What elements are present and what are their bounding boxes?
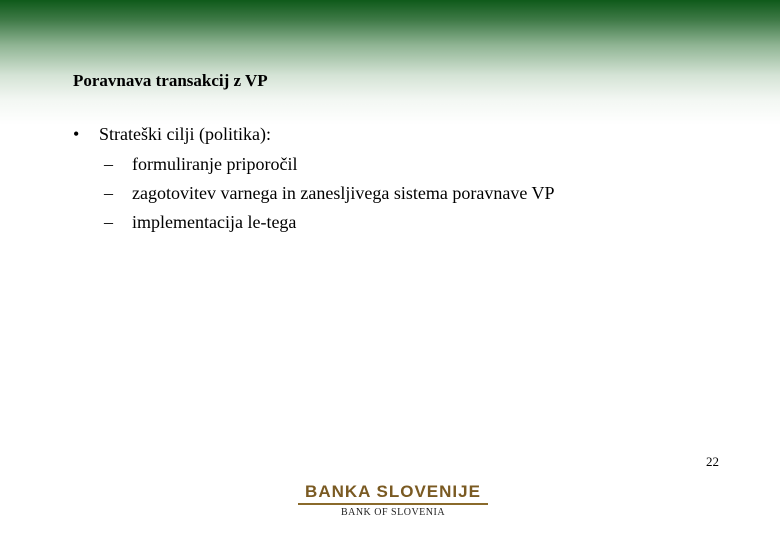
slide-title: Poravnava transakcij z VP — [73, 71, 268, 90]
sub-list — [104, 153, 555, 240]
sub-item-text: zagotovitev varnega in zanesljivega sistema poravnave VP — [132, 183, 555, 203]
bullet-marker: • — [73, 124, 80, 144]
dash-marker: – — [104, 212, 113, 232]
sub-item-text: formuliranje priporočil — [132, 154, 298, 174]
sub-item — [104, 153, 555, 182]
bullet-item — [73, 124, 271, 145]
logo-main-text: BANKA SLOVENIJE — [298, 482, 488, 505]
dash-marker: – — [104, 183, 113, 203]
logo-sub-text: BANK OF SLOVENIA — [340, 507, 446, 518]
sub-item — [104, 211, 555, 240]
bullet-text: Strateški cilji (politika): — [99, 124, 271, 144]
bank-logo — [298, 482, 488, 519]
sub-item-text: implementacija le-tega — [132, 212, 297, 232]
sub-item — [104, 182, 555, 211]
dash-marker: – — [104, 154, 113, 174]
page-number: 22 — [706, 454, 719, 469]
